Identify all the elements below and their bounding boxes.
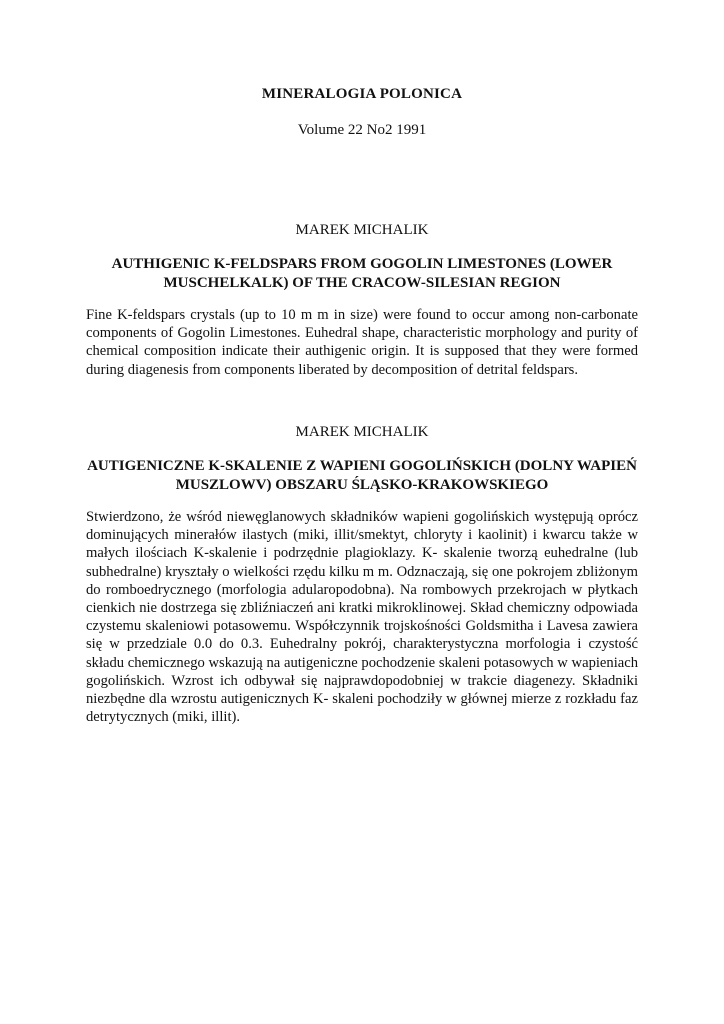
journal-name: MINERALOGIA POLONICA [261, 86, 463, 102]
article-1-abstract: Fine K-feldspars crystals (up to 10 m m in size) were found to occur among non-carbonate components of Gogolin Limestones. Euhedral shape, characteristic morphology and purity of chemical composition indicate their authigenic origin. It is supposed that they were formed during diagenesis from components liberated by decomposition of detrital feldspars. [86, 307, 638, 378]
article-1-author: MAREK MICHALIK [295, 222, 429, 238]
journal-volume: Volume 22 No2 1991 [297, 122, 427, 138]
article-1-title: AUTHIGENIC K-FELDSPARS FROM GOGOLIN LIMESTONES (LOWER MUSCHELKALK) OF THE CRACOW-SILESIAN REGION [111, 256, 613, 291]
article-2-title: AUTIGENICZNE K-SKALENIE Z WAPIENI GOGOLIŃSKICH (DOLNY WAPIEŃ MUSZLOWV) OBSZARU ŚLĄSKO-KRAKOWSKIEGO [87, 458, 637, 493]
article-2-author: MAREK MICHALIK [295, 424, 429, 440]
article-2-abstract: Stwierdzono, że wśród niewęglanowych składników wapieni gogolińskich występują oprócz dominujących minerałów ilastych (miki, illit/smektyt, chloryty i kaolinit) i kwarcu także w małych ilościach K-skalenie i podrzędnie plagioklazy. K- skalenie tworzą euhedralne (lub subhedralne) kryształy o wielkości rzędu kilku m m. Odznaczają, się one pokrojem zbliżonym do romboedrycznego (morfologia adularopodobna). Na rombowych przekrojach w płytkach cienkich nie dostrzega się zbliźniaczeń ani kratki mikroklinowej. Skład chemiczny odpowiada czystemu skaleniowi potasowemu. Współczynnik trojskośności Goldsmitha i Lavesa zawiera się w przedziale 0.0 do 0.3. Euhedralny pokrój, charakterystyczna morfologia i czystość składu chemicznego wskazują na autigeniczne pochodzenie skaleni potasowych w wapieniach gogolińskich. Wzrost ich odbywał się najprawdopodobniej w trakcie diagenezy. Składniki niezbędne dla wzrostu autigenicznych K- skaleni pochodziły w głównej mierze z rozkładu faz detrytycznych (miki, illit). [86, 509, 638, 726]
